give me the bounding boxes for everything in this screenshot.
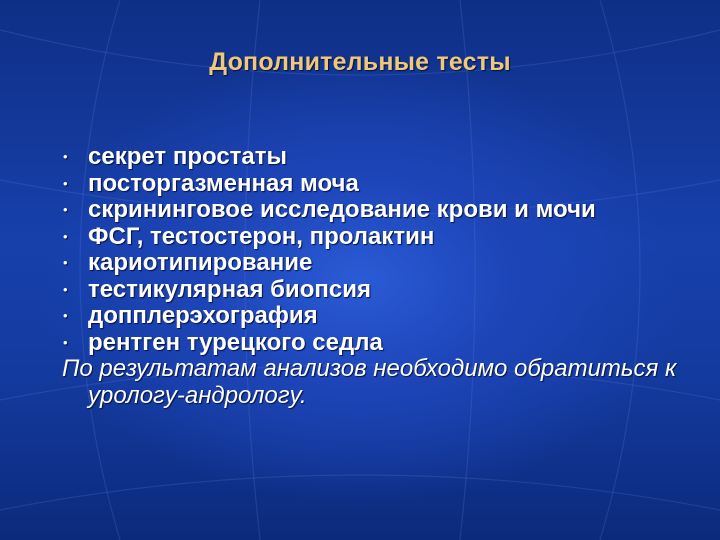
bullet-icon: • [63, 202, 68, 217]
bullet-list [62, 144, 702, 356]
list-item-text: ФСГ, тестостерон, пролактин [88, 222, 435, 250]
bullet-icon: • [63, 255, 68, 270]
slide-title: Дополнительные тесты [209, 48, 511, 76]
list-item [62, 250, 702, 277]
bullet-icon: • [63, 281, 68, 297]
bullet-icon: • [63, 334, 68, 350]
bullet-icon: • [63, 149, 68, 164]
bullet-icon: • [63, 228, 68, 244]
list-item-text: скрининговое исследование крови и мочи [88, 196, 596, 223]
list-item [62, 197, 702, 224]
slide-content [62, 144, 702, 409]
list-item [62, 277, 702, 304]
list-item [62, 224, 702, 251]
list-item-text: секрет простаты [88, 143, 288, 170]
list-item [62, 303, 702, 330]
list-item-text: посторгазменная моча [88, 169, 359, 197]
bullet-icon: • [63, 308, 68, 323]
list-item-text: допплерэхография [88, 302, 318, 329]
list-item-text: кариотипирование [88, 249, 313, 276]
list-item-text: рентген турецкого седла [88, 328, 383, 356]
bullet-icon: • [63, 175, 68, 191]
list-item [62, 330, 702, 357]
list-item [62, 144, 702, 171]
list-item-text: тестикулярная биопсия [88, 275, 371, 303]
list-item [62, 171, 702, 198]
conclusion-text: По результатам анализов необходимо обратиться к урологу-андрологу. [62, 355, 677, 409]
